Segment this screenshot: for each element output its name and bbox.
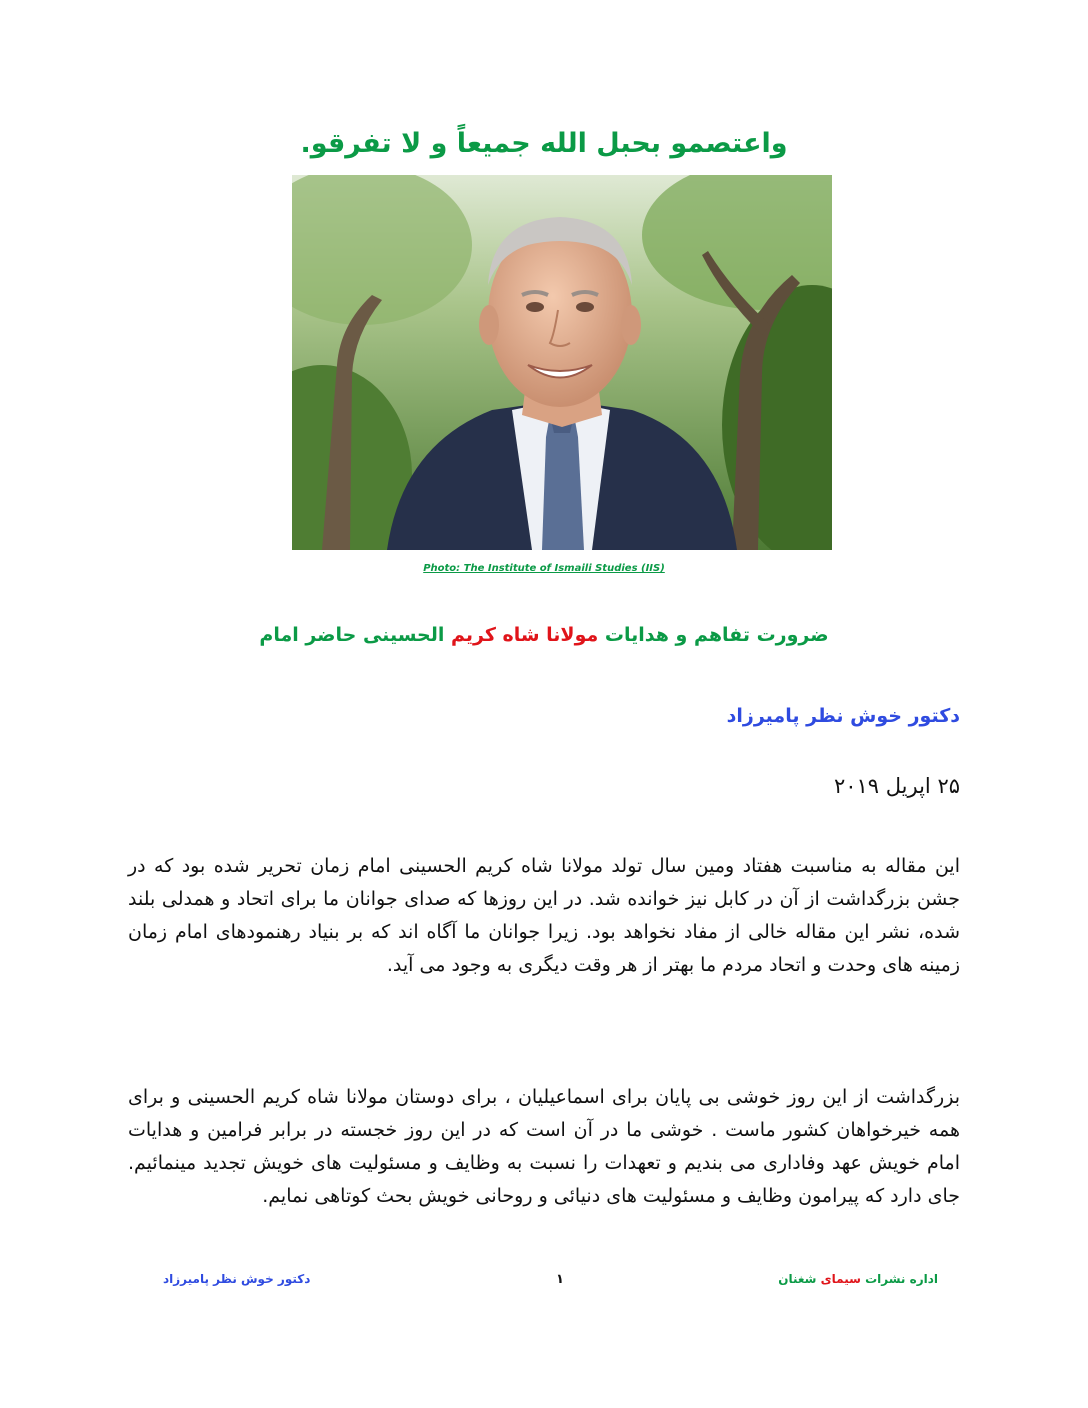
- footer-org-part1: اداره نشرات: [860, 1272, 938, 1286]
- subtitle: [0, 624, 1088, 646]
- portrait-photo: [292, 175, 832, 550]
- publish-date: ۲۵ اپریل ۲۰۱۹: [833, 774, 960, 798]
- subtitle-part3: الحسینی حاضر امام: [259, 624, 451, 646]
- photo-credit-link[interactable]: Photo: The Institute of Ismaili Studies (IIS): [423, 563, 665, 574]
- subtitle-part1: ضرورت تفاهم و هدایات: [598, 624, 829, 646]
- page-number: ۱: [556, 1272, 564, 1287]
- footer-organization: [778, 1272, 938, 1286]
- subtitle-part2: مولانا شاه کریم: [451, 624, 599, 646]
- footer-org-part3: شغنان: [778, 1272, 821, 1286]
- page-heading: واعتصمو بحبل الله جمیعاً و لا تفرقو.: [300, 128, 788, 159]
- body-paragraph-1: این مقاله به مناسبت هفتاد ومین سال تولد مولانا شاه کریم الحسینی امام زمان تحریر شده بود که در جشن بزرگداشت از آن در کابل نیز خوانده شد. در این روزها که صدای جوانان ما برای اتحاد و همدلی بلند شده، نشر این مقاله خالی از مفاد نخواهد بود. زیرا جوانان ما آگاه اند که بر بنیاد رهنمودهای امام زمان زمینه های وحدت و اتحاد مردم ما بهتر از هر وقت دیگری به وجود می آید.: [128, 855, 960, 976]
- footer-org-part2: سیمای: [820, 1272, 861, 1286]
- footer-author: دکتور خوش نظر پامیرزاد: [163, 1272, 311, 1286]
- body-paragraph-2: بزرگداشت از این روز خوشی بی پایان برای اسماعیلیان ، برای دوستان مولانا شاه کریم الحسینی و برای همه خیرخواهان کشور ماست . خوشی ما در آن است که در این روز خجسته در برابر فرامین و هدایات امام خویش عهد وفاداری می بندیم و تعهدات را نسبت به وظایف و مسئولیت های خویش تجدید مینمائیم. جای دارد که پیرامون وظایف و مسئولیت های دنیائی و روحانی خویش بحث کوتاهی نمایم.: [128, 1086, 960, 1207]
- author-name: دکتور خوش نظر پامیرزاد: [726, 705, 960, 727]
